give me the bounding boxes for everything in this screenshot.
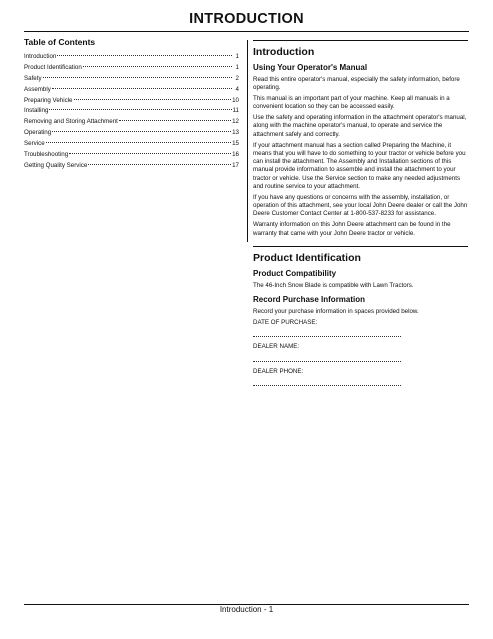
toc-entry[interactable] xyxy=(24,85,239,96)
dealer-name-blank[interactable] xyxy=(253,352,401,362)
table-of-contents xyxy=(24,37,239,172)
toc-entry[interactable] xyxy=(24,117,239,128)
toc-entry[interactable] xyxy=(24,139,239,150)
toc-entry[interactable] xyxy=(24,161,239,172)
toc-entry-label: Operating xyxy=(24,129,52,137)
intro-paragraph: If you have any questions or concerns with the assembly, installation, or operation of this attachment, see your local John Deere dealer or call the John Deere Customer Contact Center at 1-800-537-8233 for assistance. xyxy=(253,193,468,218)
toc-entry[interactable] xyxy=(24,128,239,139)
toc-leader xyxy=(74,99,232,100)
toc-entry-label: Troubleshooting xyxy=(24,151,69,159)
toc-entry-label: Getting Quality Service xyxy=(24,161,88,169)
page-footer: Introduction - 1 xyxy=(219,605,274,614)
purchase-date-field xyxy=(253,319,468,337)
toc-entry-page: 1 xyxy=(235,53,239,60)
toc-leader xyxy=(43,77,232,78)
purchase-date-blank[interactable] xyxy=(253,327,401,337)
record-purchase-subtitle: Record Purchase Information xyxy=(253,295,366,305)
dealer-phone-field xyxy=(253,368,468,386)
toc-entry-page: 10 xyxy=(232,96,239,104)
toc-leader xyxy=(49,109,231,110)
toc-leader xyxy=(52,131,231,132)
right-column xyxy=(253,40,468,392)
toc-entry-label: Removing and Storing Attachment xyxy=(24,118,118,126)
toc-entry[interactable] xyxy=(24,96,239,107)
introduction-title: Introduction xyxy=(253,46,315,58)
toc-entry-page: 12 xyxy=(232,118,239,126)
toc-leader xyxy=(52,88,232,89)
toc-entry-page: 16 xyxy=(232,151,239,159)
intro-paragraph: If your attachment manual has a section called Preparing the Machine, it means that you will have to do something to your tractor or vehicle before you can install the attachment. The Assembly and Installation sections of this manual provide information to assemble and install the attachment to your tractor or vehicle. Use the Service section to make any needed adjustments and routine service to your attachment. xyxy=(253,141,466,191)
manual-subtitle: Using Your Operator's Manual xyxy=(253,63,368,72)
toc-leader xyxy=(69,153,231,154)
intro-paragraph: Warranty information on this John Deere attachment can be found in the warranty that came with your John Deere tractor or vehicle. xyxy=(253,221,451,237)
toc-leader xyxy=(83,66,232,67)
toc-entry[interactable] xyxy=(24,150,239,161)
toc-entry-label: Service xyxy=(24,140,45,148)
toc-list xyxy=(24,52,239,172)
toc-entry-label: Assembly xyxy=(24,85,51,93)
toc-entry-label: Preparing Vehicle xyxy=(24,96,73,104)
title-rule xyxy=(24,31,469,32)
purchase-date-label: DATE OF PURCHASE: xyxy=(253,318,318,326)
dealer-phone-label: DEALER PHONE: xyxy=(253,367,304,375)
toc-entry-label: Product Identification xyxy=(24,63,82,71)
column-divider xyxy=(247,40,248,242)
toc-entry-page: 1 xyxy=(235,63,239,71)
compatibility-text: The 46-Inch Snow Blade is compatible with Lawn Tractors. xyxy=(253,281,414,289)
toc-entry-label: Installing xyxy=(24,107,49,115)
product-identification-title: Product Identification xyxy=(253,251,361,264)
toc-heading: Table of Contents xyxy=(24,37,96,47)
product-identification-section xyxy=(253,246,468,386)
toc-entry[interactable] xyxy=(24,52,239,63)
toc-entry-page: 2 xyxy=(235,74,239,82)
page-title: INTRODUCTION xyxy=(189,11,304,27)
toc-entry-label: Safety xyxy=(24,74,42,82)
toc-entry[interactable] xyxy=(24,63,239,74)
intro-paragraph: This manual is an important part of your machine. Keep all manuals in a convenient location so they can be accessed easily. xyxy=(253,95,450,111)
introduction-body xyxy=(253,76,468,238)
toc-entry[interactable] xyxy=(24,74,239,85)
toc-entry-label: Introduction xyxy=(24,53,57,60)
dealer-phone-blank[interactable] xyxy=(253,376,401,386)
toc-leader xyxy=(57,55,232,56)
toc-entry[interactable] xyxy=(24,106,239,117)
intro-paragraph: Use the safety and operating information in the attachment operator's manual, along with the machine operator's manual, to operate and service the attachment safely and correctly. xyxy=(253,114,467,138)
record-purchase-text: Record your purchase information in spaces provided below. xyxy=(253,308,419,316)
dealer-name-field xyxy=(253,343,468,361)
compatibility-subtitle: Product Compatibility xyxy=(253,268,337,278)
toc-entry-page: 11 xyxy=(232,107,239,115)
toc-leader xyxy=(119,120,231,121)
intro-paragraph: Read this entire operator's manual, especially the safety information, before operating. xyxy=(253,76,460,92)
toc-entry-page: 4 xyxy=(235,85,239,93)
toc-entry-page: 13 xyxy=(232,129,239,137)
toc-entry-page: 15 xyxy=(232,140,239,148)
introduction-section xyxy=(253,40,468,238)
dealer-name-label: DEALER NAME: xyxy=(253,343,300,351)
toc-leader xyxy=(46,142,231,143)
toc-entry-page: 17 xyxy=(232,161,239,169)
toc-leader xyxy=(88,164,231,165)
